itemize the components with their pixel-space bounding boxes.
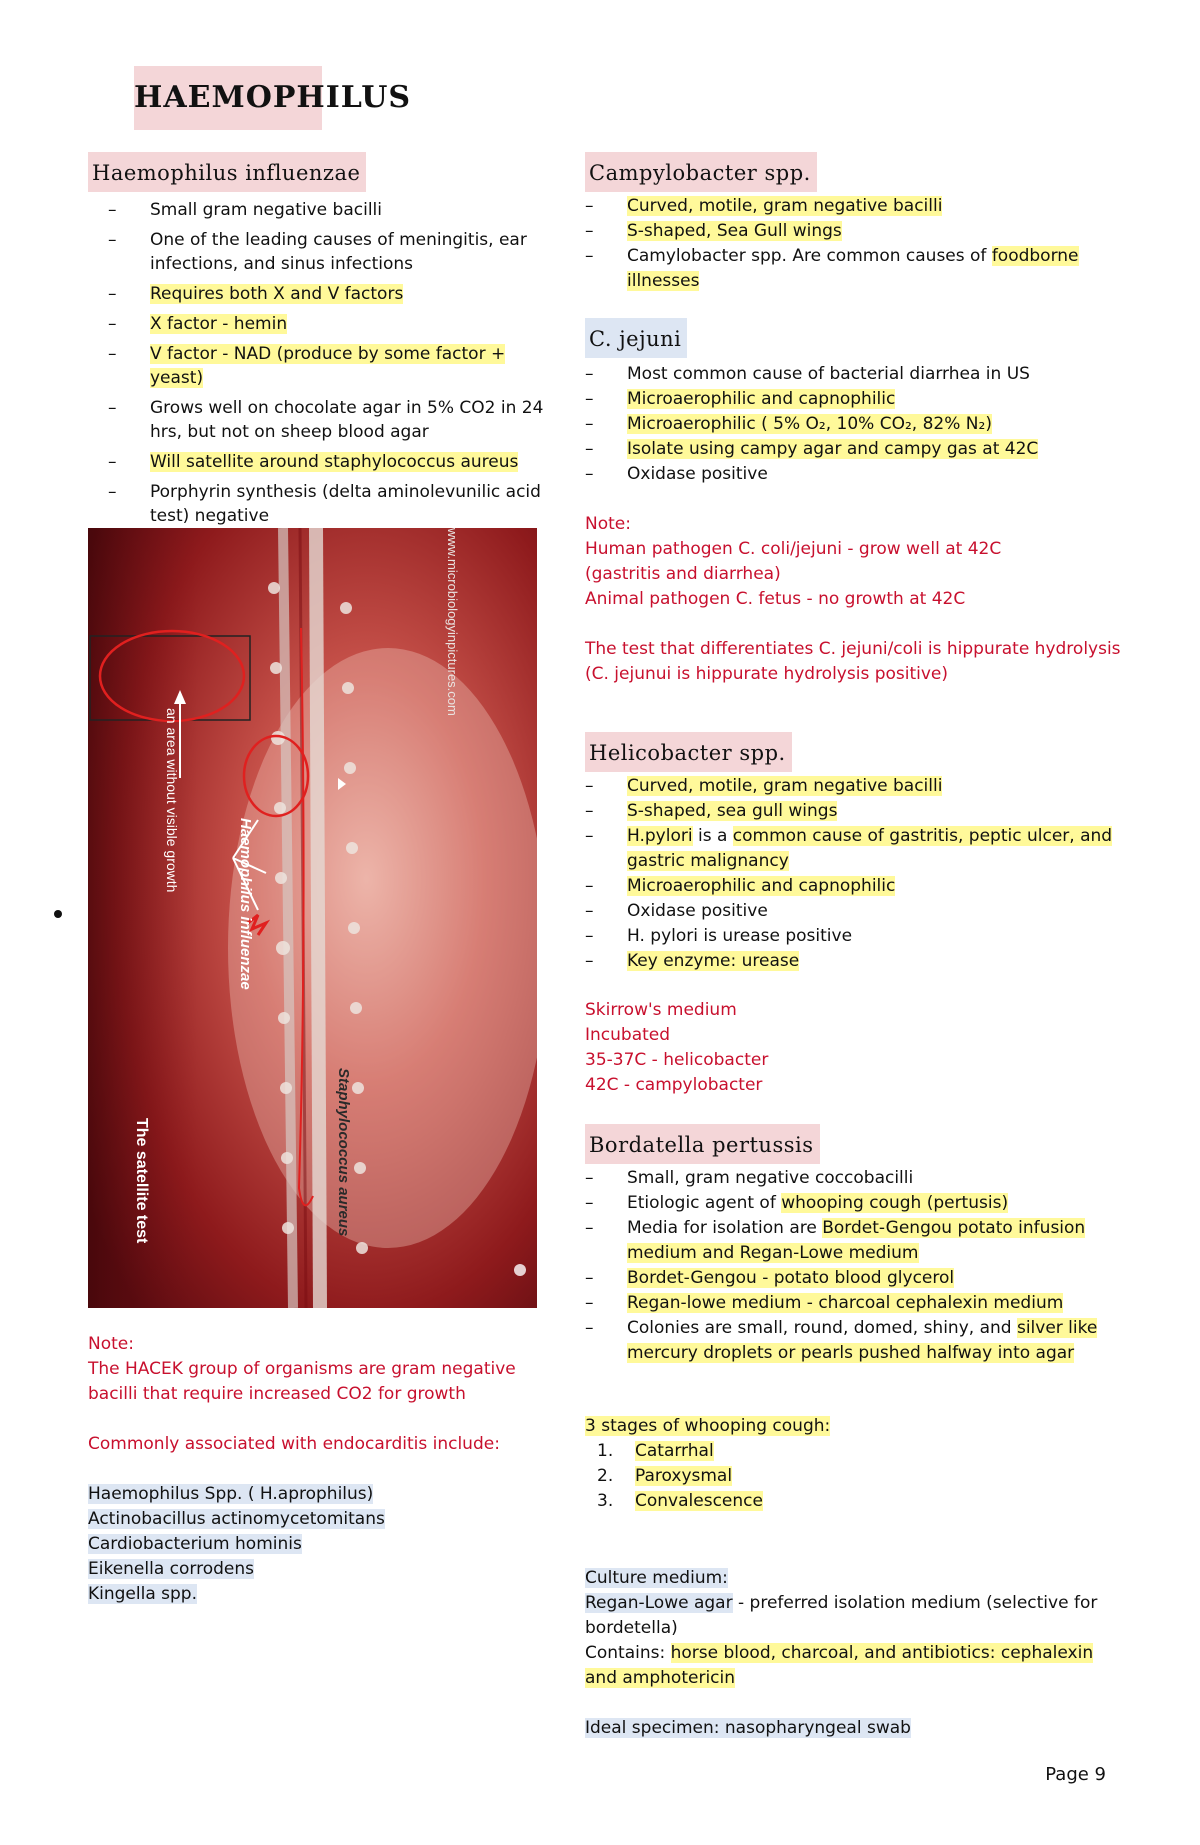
page-title: HAEMOPHILUS [134, 66, 322, 130]
list-item: – Microaerophilic and capnophilic [585, 874, 1115, 899]
list-item: – Microaerophilic ( 5% O₂, 10% CO₂, 82% N₂) [585, 412, 1115, 437]
list-item: – H. pylori is urease positive [585, 924, 1115, 949]
bordetella-list [585, 1166, 1115, 1366]
list-item: 3. Convalescence [597, 1491, 763, 1511]
list-item: – Small, gram negative coccobacilli [585, 1166, 1115, 1191]
list-item: – Camylobacter spp. Are common causes of foodborne illnesses [585, 244, 1115, 294]
label-satellite-test: The satellite test [133, 1118, 150, 1244]
list-item: – Requires both X and V factors [108, 282, 548, 306]
list-item: – Oxidase positive [585, 462, 1115, 487]
satellite-test-image [88, 528, 537, 1308]
c-jejuni-note: Note: Human pathogen C. coli/jejuni - grow well at 42C (gastritis and diarrhea) Animal pathogen C. fetus - no growth at 42C The test that differentiates C. jejuni/coli is hippurate hydrolysis (C. jejunui is hippurate hydrolysis positive) [585, 514, 1121, 684]
list-item: – S-shaped, Sea Gull wings [585, 219, 1115, 244]
hacek-list: Haemophilus Spp. ( H.aprophilus) Actinobacillus actinomycetomitans Cardiobacterium hominis Eikenella corrodens Kingella spp. [88, 1484, 385, 1604]
list-item: – Isolate using campy agar and campy gas at 42C [585, 437, 1115, 462]
c-jejuni-list [585, 362, 1115, 487]
bullet-dot [54, 910, 62, 918]
list-item: – V factor - NAD (produce by some factor + yeast) [108, 342, 548, 390]
label-area-without-growth: an area without visible growth [164, 708, 180, 893]
list-item: 2. Paroxysmal [597, 1466, 733, 1486]
list-item: – Colonies are small, round, domed, shiny, and silver like mercury droplets or pearls pushed halfway into agar [585, 1316, 1115, 1366]
helicobacter-list [585, 774, 1115, 974]
heading-helicobacter: Helicobacter spp. [585, 732, 792, 772]
label-h-influenzae: Haemophilus influenzae [237, 818, 254, 990]
list-item: – Porphyrin synthesis (delta aminolevunilic acid test) negative [108, 480, 548, 528]
hacek-note: Note: The HACEK group of organisms are gram negative bacilli that require increased CO2 for growth [88, 1334, 516, 1404]
label-s-aureus: Staphylococcus aureus [335, 1068, 352, 1237]
heading-campylobacter: Campylobacter spp. [585, 152, 817, 192]
ideal-specimen: Ideal specimen: nasopharyngeal swab [585, 1718, 911, 1738]
helicobacter-media: Skirrow's medium Incubated 35-37C - helicobacter 42C - campylobacter [585, 1000, 769, 1095]
endocarditis-intro: Commonly associated with endocarditis include: [88, 1434, 500, 1454]
heading-bordetella: Bordatella pertussis [585, 1124, 820, 1164]
list-item: – Will satellite around staphylococcus aureus [108, 450, 548, 474]
page-number: Page 9 [1045, 1764, 1106, 1785]
heading-h-influenzae: Haemophilus influenzae [88, 152, 366, 192]
list-item: – X factor - hemin [108, 312, 548, 336]
list-item: – Curved, motile, gram negative bacilli [585, 194, 1115, 219]
list-item: – Oxidase positive [585, 899, 1115, 924]
list-item: – Bordet-Gengou - potato blood glycerol [585, 1266, 1115, 1291]
list-item: – Regan-lowe medium - charcoal cephalexin medium [585, 1291, 1115, 1316]
list-item: – Small gram negative bacilli [108, 198, 548, 222]
list-item: – Curved, motile, gram negative bacilli [585, 774, 1115, 799]
heading-c-jejuni: C. jejuni [585, 318, 687, 358]
list-item: – Key enzyme: urease [585, 949, 1115, 974]
list-item: 1. Catarrhal [597, 1441, 714, 1461]
list-item: – S-shaped, sea gull wings [585, 799, 1115, 824]
list-item: – Etiologic agent of whooping cough (pertusis) [585, 1191, 1115, 1216]
list-item: – Media for isolation are Bordet-Gengou potato infusion medium and Regan-Lowe medium [585, 1216, 1115, 1266]
watermark-text: www.microbiologyinpictures.com [445, 528, 460, 716]
h-influenzae-list [108, 198, 548, 534]
whooping-cough-stages: 3 stages of whooping cough: 1. Catarrhal 2. Paroxysmal 3. Convalescence [585, 1414, 1125, 1514]
list-item: – Grows well on chocolate agar in 5% CO2 in 24 hrs, but not on sheep blood agar [108, 396, 548, 444]
list-item: – Most common cause of bacterial diarrhea in US [585, 362, 1115, 387]
list-item: – One of the leading causes of meningitis, ear infections, and sinus infections [108, 228, 548, 276]
culture-medium: Culture medium: Regan-Lowe agar - preferred isolation medium (selective for bordetella) Contains: horse blood, charcoal, and antibiotics: cephalexin and amphotericin [585, 1568, 1098, 1688]
list-item: – Microaerophilic and capnophilic [585, 387, 1115, 412]
campylobacter-list [585, 194, 1115, 294]
list-item: – H.pylori is a common cause of gastritis, peptic ulcer, and gastric malignancy [585, 824, 1115, 874]
